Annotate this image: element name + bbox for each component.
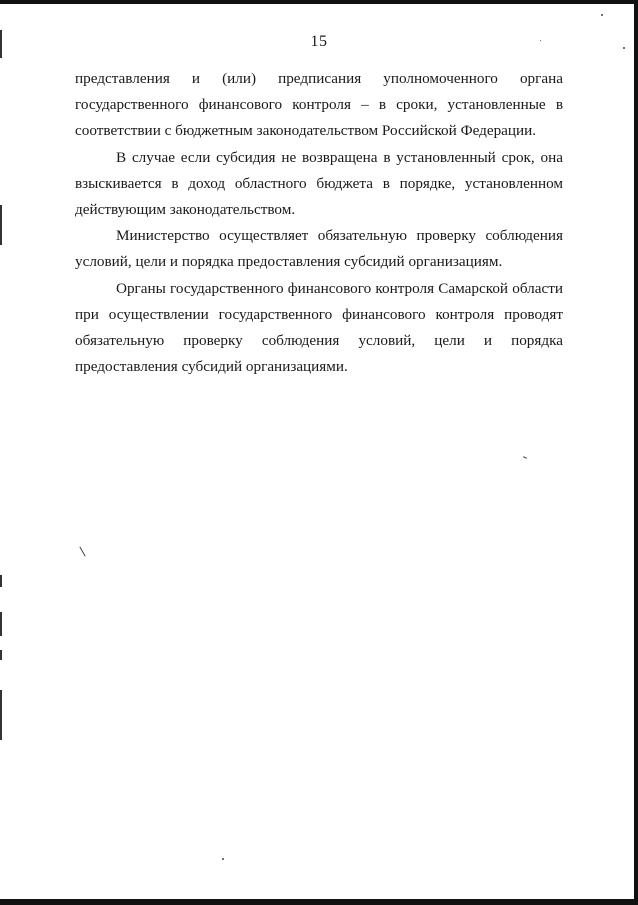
paragraph-continuation: представления и (или) предписания уполномоченного органа государственного финансового контроля – в сроки, установленные в соответствии с бюджетным законодательством Российской Федерации.	[75, 70, 563, 140]
scan-edge-mark	[0, 690, 2, 740]
document-body	[75, 66, 563, 380]
scan-speck	[601, 14, 603, 16]
paragraph: В случае если субсидия не возвращена в установленный срок, она взыскивается в доход областного бюджета в порядке, установленном действующим законодательством.	[75, 148, 563, 219]
scan-edge-mark	[0, 612, 2, 636]
scan-speck	[523, 456, 527, 459]
scan-border-bottom	[0, 899, 638, 905]
scan-border-top	[0, 0, 638, 4]
scan-edge-mark	[0, 205, 2, 245]
scan-edge-mark	[0, 575, 2, 587]
scan-edge-mark	[0, 650, 2, 660]
scan-border-right	[634, 0, 638, 905]
page-number: 15	[310, 33, 328, 50]
paragraph: Министерство осуществляет обязательную проверку соблюдения условий, цели и порядка предоставления субсидий организациям.	[75, 227, 563, 271]
scan-speck	[79, 546, 85, 556]
paragraph: Органы государственного финансового контроля Самарской области при осуществлении государственного финансового контроля проводят обязательную проверку соблюдения условий, цели и порядка предоставления субсидий организациями.	[75, 279, 563, 376]
scan-speck	[222, 858, 224, 860]
